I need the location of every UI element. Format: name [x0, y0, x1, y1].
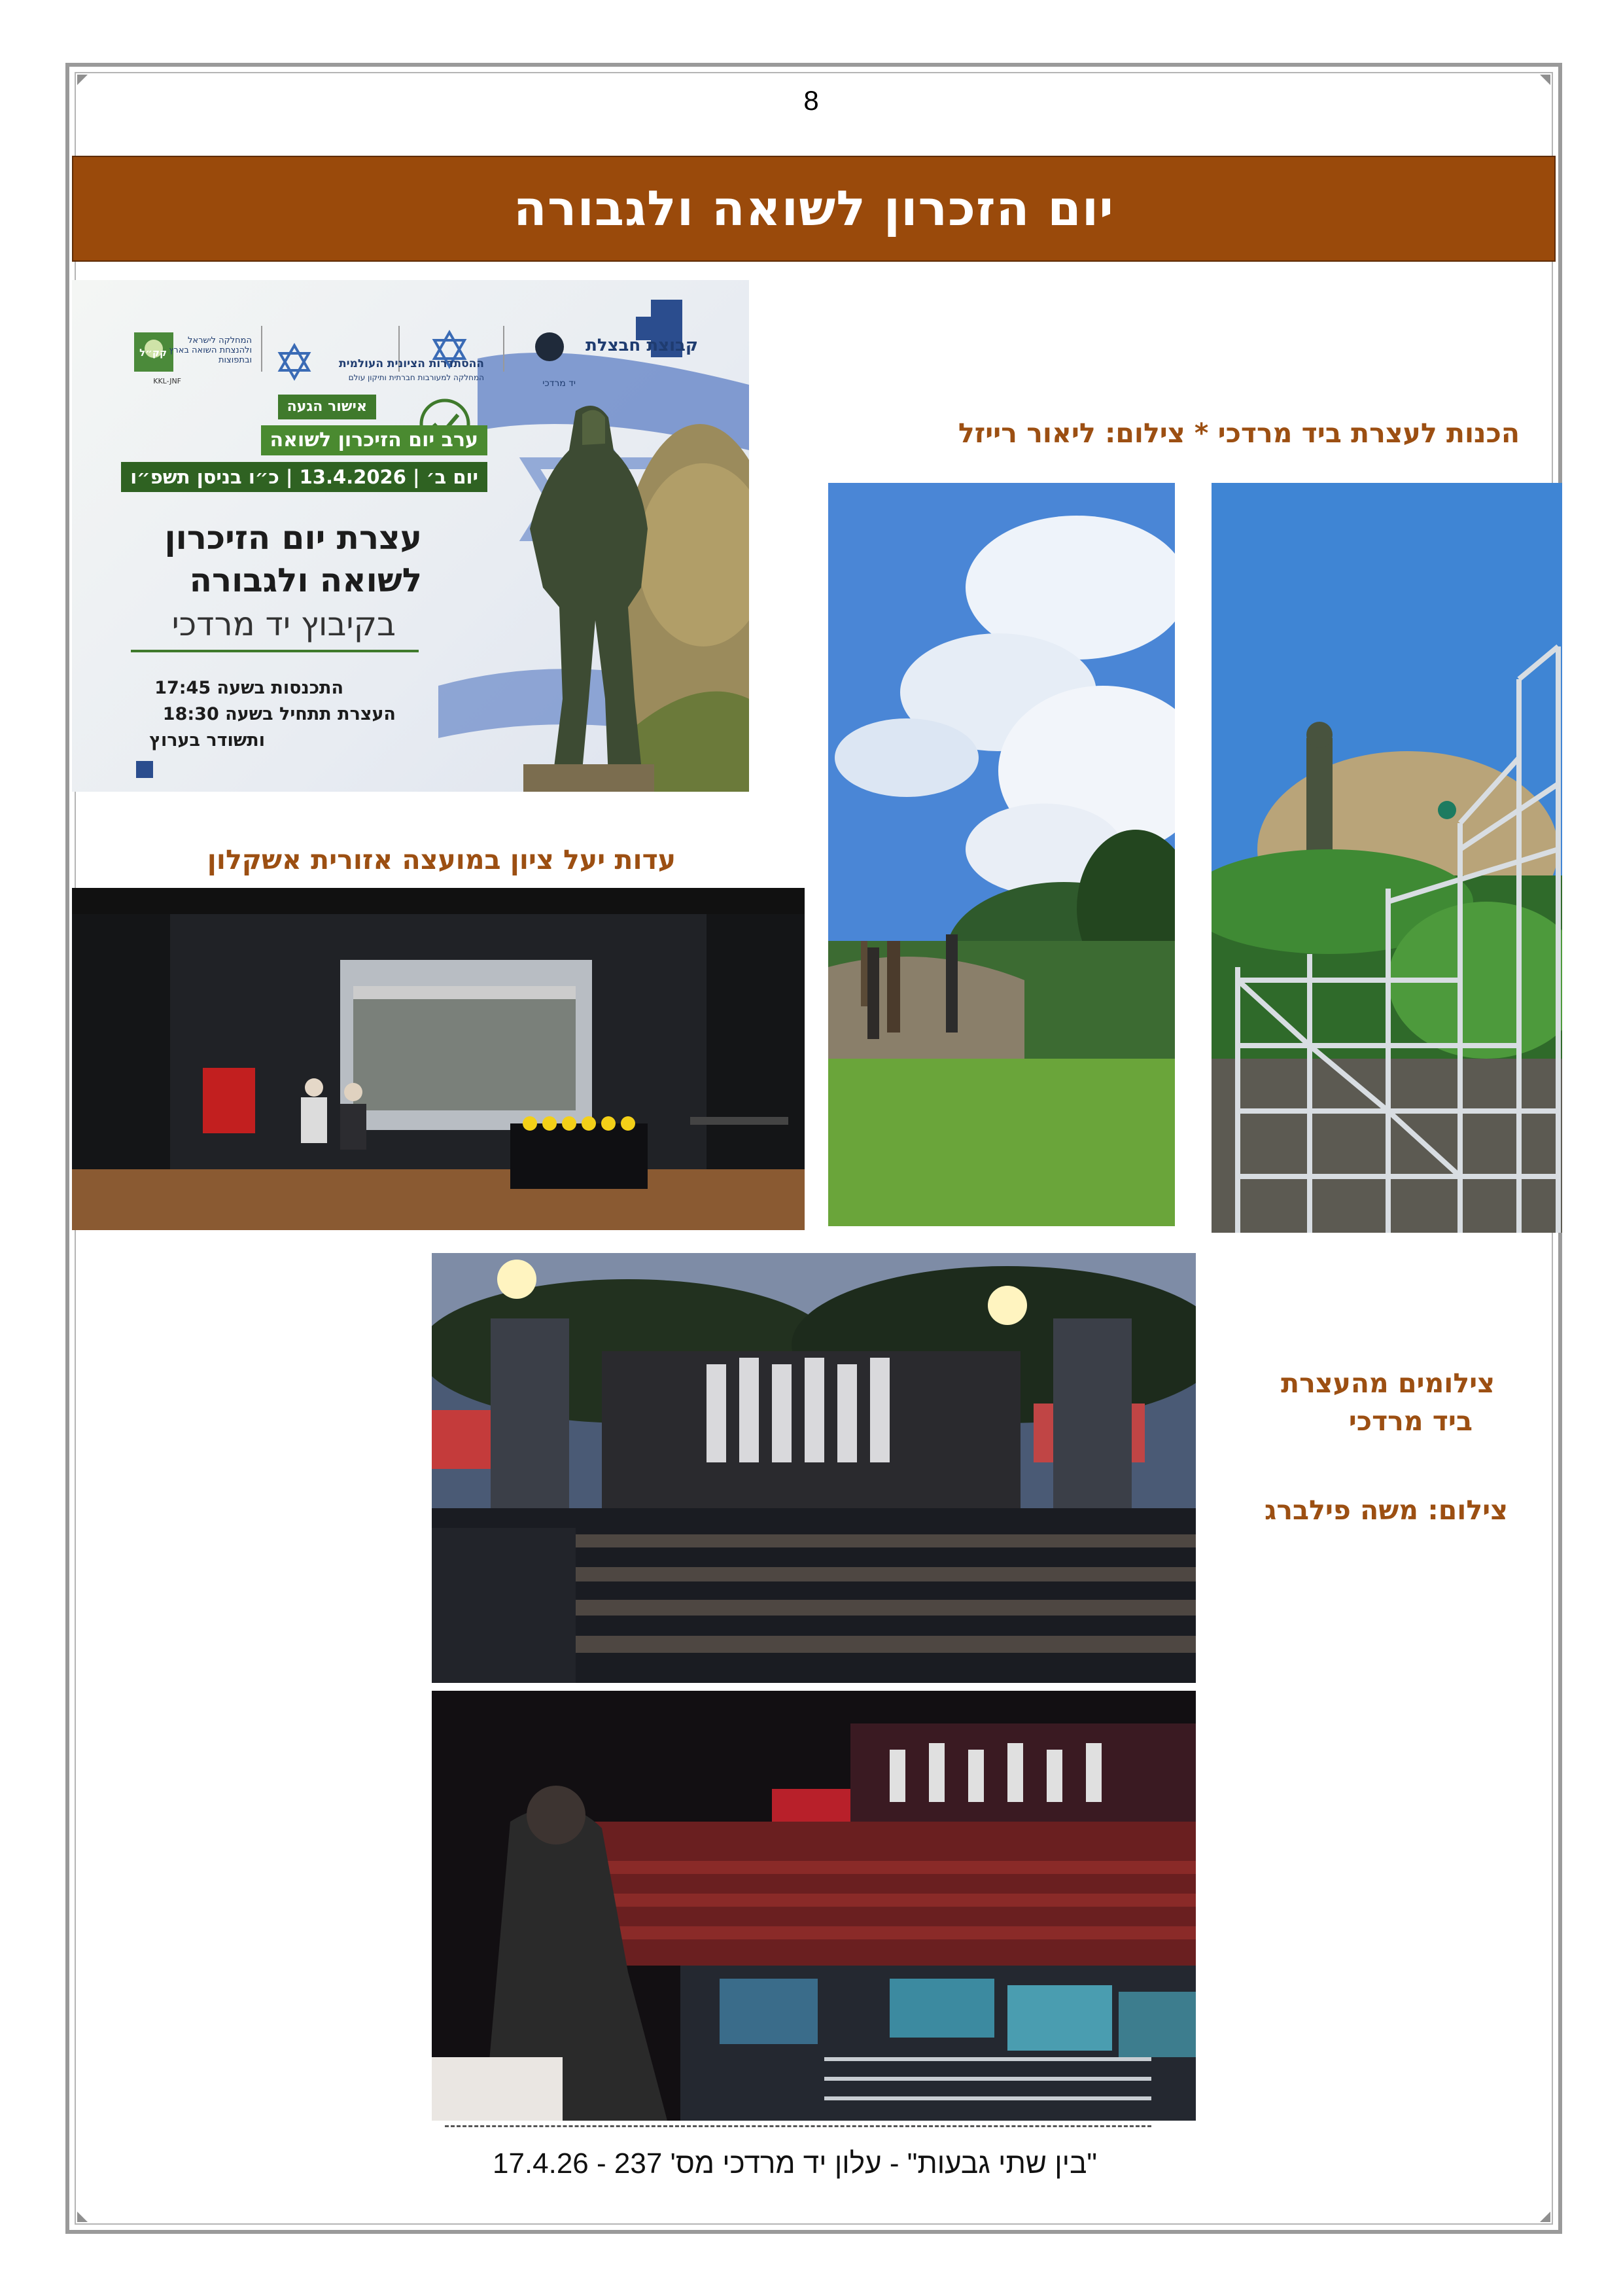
page-title: יום הזכרון לשואה ולגבורה [514, 181, 1114, 237]
logo-kkl: המחלקה לישראל ולהנצחת השואה בארץ ובתפוצות [169, 336, 252, 365]
caption-ceremony-line2: ביד מרדכי [1348, 1405, 1473, 1437]
page-number: 8 [803, 85, 819, 116]
poster-headline-1: עצרת יום הזיכרון [164, 519, 422, 557]
poster-schedule-3: ותשודר בערוץ [149, 730, 265, 751]
logo-zionist-sub: המחלקה למעורבות חברתית ותיקון עולם [348, 373, 484, 382]
caption-testimony: עדות יעל ציון במועצה אזורית אשקלון [207, 844, 676, 875]
photo-testimony-stage [72, 888, 805, 1230]
title-banner [72, 156, 1556, 262]
poster-event-name: ערב יום הזיכרון לשואה [261, 425, 487, 455]
photo-statue-scaffolding [1212, 483, 1562, 1233]
footer-divider [445, 2125, 1151, 2127]
frame-corner-bottom-left [77, 2212, 88, 2222]
photo-ceremony-audience [432, 1253, 1196, 1683]
logo-mordechai-label: יד מרדכי [542, 378, 576, 389]
event-poster [72, 280, 749, 792]
photo-control-booth [432, 1691, 1196, 2121]
caption-ceremony-line1: צילומים מהעצרת [1281, 1368, 1495, 1399]
caption-preparations: הכנות לעצרת ביד מרדכי * צילום: ליאור רייזל [958, 417, 1520, 449]
frame-corner-top-left [77, 75, 88, 85]
logo-kkl-mark: קק״ל [139, 347, 167, 359]
logo-kkl-en: KKL-JNF [153, 377, 181, 385]
footer-publication: "בין שתי גבעות" - עלון יד מרדכי מס' 237 - 17.4.26 [492, 2147, 1098, 2180]
caption-ceremony-credit: צילום: משה פילברג [1265, 1494, 1508, 1526]
poster-headline-3: בקיבוץ יד מרדכי [171, 605, 396, 643]
frame-corner-top-right [1540, 75, 1550, 85]
poster-schedule-2: העצרת תתחיל בשעה 18:30 [162, 704, 396, 724]
photo-park-sky [828, 483, 1175, 1226]
poster-headline-2: לשואה ולגבורה [189, 561, 422, 599]
logo-zionist: ההסתדרות הציונית העולמית [338, 357, 484, 370]
logo-hevel: קבוצת חבצלת [585, 336, 698, 355]
poster-approval: אישור הגעה [278, 395, 376, 419]
poster-schedule-1: התכנסות בשעה 17:45 [154, 678, 343, 698]
poster-date: יום ב׳ | 13.4.2026 | כ״ו בניסן תשפ״ו [121, 462, 487, 492]
frame-corner-bottom-right [1540, 2212, 1550, 2222]
